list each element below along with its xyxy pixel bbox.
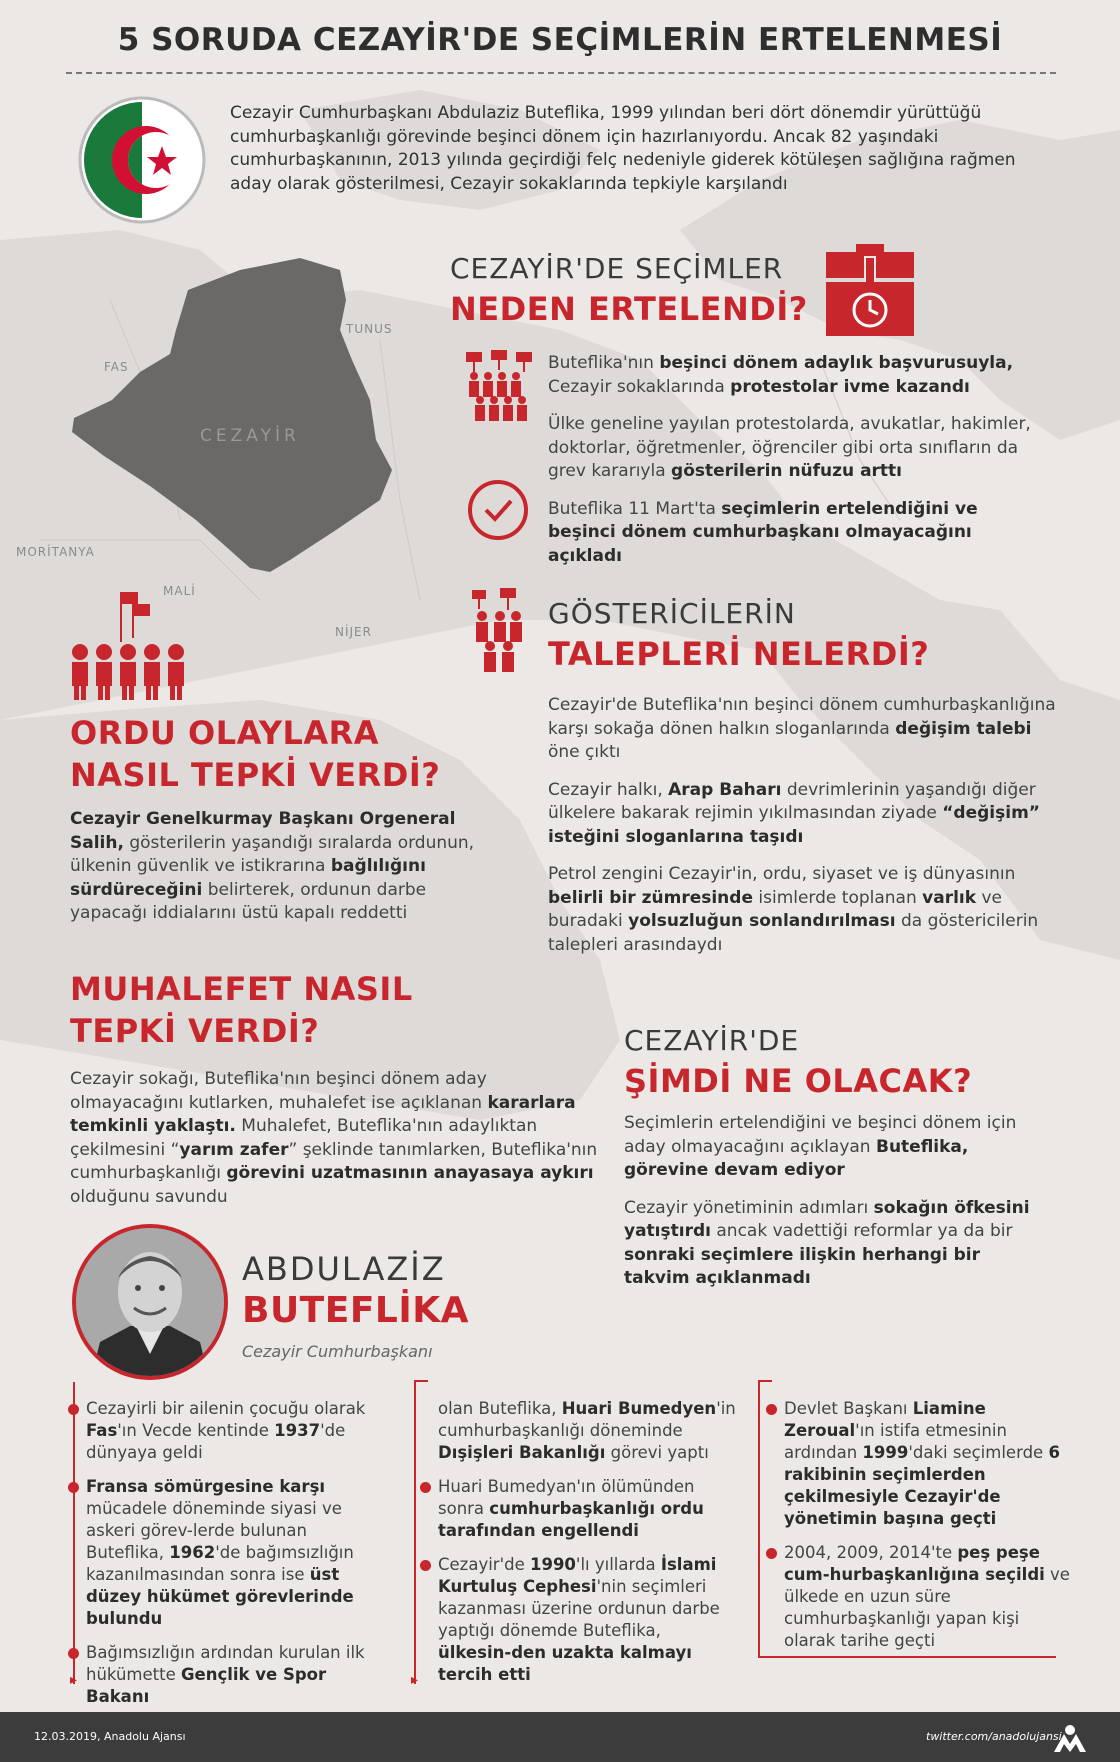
map-label-cezayir: CEZAYİR	[200, 426, 300, 446]
algeria-flag-icon	[78, 96, 206, 224]
bio-first-name: ABDULAZİZ	[242, 1250, 446, 1288]
bio-item: Cezayirli bir ailenin çocuğu olarak Fas'ın Vecde kentinde 1937'de dünyaya geldi	[86, 1398, 386, 1464]
title-divider	[66, 72, 1056, 74]
q5-paragraph-1: Seçimlerin ertelendiğini ve beşinci dönem için aday olmayacağını açıklayan Buteflika, görevine devam ediyor	[624, 1113, 1017, 1180]
intro-text: Cezayir Cumhurbaşkanı Abdulaziz Buteflika, 1999 yılından beri dört dönemdir yürüttüğü cumhurbaşkanlığı görevinde beşinci dönem için hazırlanıyordu. Ancak 82 yaşındaki cumhurbaşkanının, 2013 yılında geçirdiği felç nedeniyle giderek kötüleşen sağlığına rağmen aday olarak gösterilmesi, Cezayir sokaklarında tepkiyle karşılandı	[230, 103, 1016, 194]
q2-paragraph-2: Cezayir halkı, Arap Baharı devrimlerinin yaşandığı diğer ülkelere bakarak rejimin yıkılmasından ziyade “değişim” isteğini sloganlarına taşıdı	[548, 779, 1040, 847]
bio-item-continued: olan Buteflika, Huari Bumedyen'in cumhurbaşkanlığı döneminde Dışişleri Bakanlığı görevi yaptı	[438, 1399, 736, 1462]
buteflika-portrait	[70, 1222, 230, 1382]
q4-body: Cezayir sokağı, Buteflika'nın beşinci dönem aday olmayacağını kutlarken, muhalefet ise açıklanan kararlara temkinli yaklaştı. Muhalefet, Buteflika'nın adaylıktan çekilmesini “yarım zafer” şeklinde tanımlarken, Buteflika'nın cumhurbaşkanlığı görevini uzatmasının anayasaya aykırı olduğunu savundu	[70, 1069, 598, 1207]
anadolu-agency-logo-icon	[1050, 1720, 1090, 1754]
q2-heading-red: TALEPLERİ NELERDİ?	[548, 635, 930, 673]
timeline-line-1	[73, 1382, 75, 1684]
timeline-arrow-2: ▸	[411, 1672, 419, 1688]
protester-group-icon	[470, 588, 528, 674]
bio-column-2	[438, 1398, 738, 1698]
q1-paragraph-3: Buteflika 11 Mart'ta seçimlerin ertelendiğini ve beşinci dönem cumhurbaşkanı olmayacağını açıkladı	[548, 498, 978, 566]
map-label-fas: FAS	[104, 360, 129, 374]
timeline-dot	[420, 1560, 431, 1571]
bio-item: Fransa sömürgesine karşı mücadele döneminde siyasi ve askeri görev-lerde bulunan Buteflika, 1962'de bağımsızlığın kazanılmasından sonra ise üst düzey hükümet görevlerinde bulundu	[86, 1476, 386, 1630]
bio-item: Cezayir'de 1990'lı yıllarda İslami Kurtuluş Cephesi'nin seçimleri kazanması üzerine ordunun darbe yaptığı dönemde Buteflika, ülkesin-den uzakta kalmayı tercih etti	[438, 1554, 738, 1686]
timeline-arrow-1: ▸	[70, 1672, 78, 1688]
timeline-line-2-cap	[414, 1380, 428, 1382]
q2-heading-light: GÖSTERİCİLERİN	[548, 597, 796, 630]
timeline-dot	[420, 1482, 431, 1493]
bio-item: 2004, 2009, 2014'te peş peşe cum-hurbaşkanlığına seçildi ve ülkede en uzun süre cumhurbaşkanlığı yapan kişi olarak tarihe geçti	[784, 1542, 1074, 1652]
q1-heading-light: CEZAYİR'DE SEÇİMLER	[450, 252, 784, 285]
timeline-line-3	[758, 1380, 760, 1656]
q4-heading-line1: MUHALEFET NASIL	[70, 970, 413, 1008]
footer-date-source: 12.03.2019, Anadolu Ajansı	[34, 1730, 186, 1743]
footer-twitter-link[interactable]: twitter.com/anadolujansi	[926, 1730, 1062, 1743]
map-label-nijer: NİJER	[335, 625, 372, 639]
q5-heading-light: CEZAYİR'DE	[624, 1024, 800, 1057]
q2-paragraph-3: Petrol zengini Cezayir'in, ordu, siyaset ve iş dünyasının belirli bir zümresinde isimlerde toplanan varlık ve buradaki yolsuzluğun sonlandırılması da göstericilerin talepleri arasındaydı	[548, 864, 1039, 955]
q3-heading-line2: NASIL TEPKİ VERDİ?	[70, 756, 441, 794]
q5-paragraph-2: Cezayir yönetiminin adımları sokağın öfkesini yatıştırdı ancak vadettiği reformlar ya da bir sonraki seçimlere ilişkin herhangi bir takvim açıklanmadı	[624, 1197, 1030, 1288]
bio-item: Bağımsızlığın ardından kurulan ilk hükümette Gençlik ve Spor Bakanı	[86, 1642, 386, 1708]
timeline-line-3-cap	[758, 1380, 772, 1382]
q3-heading-line1: ORDU OLAYLARA	[70, 714, 380, 752]
bio-role: Cezayir Cumhurbaşkanı	[242, 1342, 433, 1361]
protest-crowd-icon	[466, 350, 532, 422]
bio-column-3	[784, 1398, 1074, 1664]
timeline-dot	[68, 1404, 79, 1415]
page-title: 5 SORUDA CEZAYİR'DE SEÇİMLERİN ERTELENMESİ	[117, 22, 1003, 58]
timeline-dot	[766, 1404, 777, 1415]
bio-last-name: BUTEFLİKA	[242, 1290, 470, 1331]
q3-heading	[70, 712, 440, 796]
q2-body	[548, 694, 1058, 971]
ballot-box-icon	[822, 242, 918, 338]
q1-heading-red: NEDEN ERTELENDİ?	[450, 290, 808, 328]
bio-item: Huari Bumedyan'ın ölümünden sonra cumhurbaşkanlığı ordu tarafından engellendi	[438, 1476, 738, 1542]
q2-paragraph-1: Cezayir'de Buteflika'nın beşinci dönem cumhurbaşkanlığına karşı sokağa dönen halkın sloganlarında değişim talebi öne çıktı	[548, 695, 1056, 762]
map-label-mali: MALİ	[163, 584, 196, 598]
timeline-dot	[68, 1482, 79, 1493]
map-label-moritanya: MORİTANYA	[16, 545, 95, 559]
footer-bar	[0, 1712, 1120, 1762]
bio-column-1	[86, 1398, 386, 1720]
q1-paragraph-1: Buteflika'nın beşinci dönem adaylık başvurusuyla, Cezayir sokaklarında protestolar ivme kazandı	[548, 353, 1014, 397]
check-circle-icon	[466, 478, 530, 542]
bio-item: Devlet Başkanı Liamine Zeroual'ın istifa etmesinin ardından 1999'daki seçimlerde 6 rakibinin seçimlerden çekilmesiyle Cezayir'de yönetimin başına geçti	[784, 1398, 1074, 1530]
q4-heading	[70, 968, 413, 1052]
q4-heading-line2: TEPKİ VERDİ?	[70, 1012, 320, 1050]
q5-heading-red: ŞİMDİ NE OLACAK?	[624, 1062, 973, 1100]
army-soldiers-icon	[70, 590, 188, 702]
timeline-dot	[68, 1648, 79, 1659]
q1-body	[548, 352, 1048, 582]
q5-body	[624, 1112, 1044, 1305]
map-label-tunus: TUNUS	[346, 322, 393, 336]
timeline-dot	[766, 1548, 777, 1559]
q3-body: Cezayir Genelkurmay Başkanı Orgeneral Salih, gösterilerin yaşandığı sıralarda ordunun, ülkenin güvenlik ve istikrarına bağlılığını sürdüreceğini belirterek, ordunun darbe yapacağı iddialarını üstü kapalı reddetti	[70, 809, 475, 923]
timeline-line-2	[414, 1380, 416, 1684]
q1-paragraph-2: Ülke geneline yayılan protestolarda, avukatlar, hakimler, doktorlar, öğretmenler, öğrenciler gibi orta sınıfların da grev kararıyla gösterilerin nüfuzu arttı	[548, 414, 1031, 481]
